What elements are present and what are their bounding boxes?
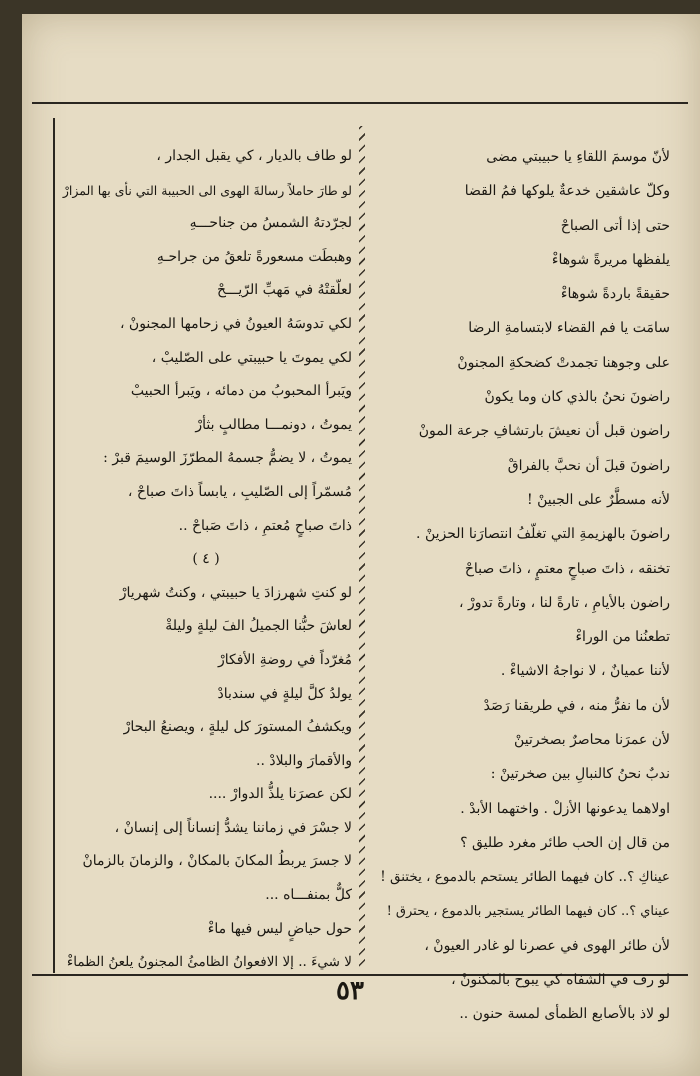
- poem-line: لأن عمرَنا محاصرٌ بصخرتينْ: [514, 732, 670, 749]
- poem-line: لو رف في الشفاه كي يبوح بالمكنونْ ،: [451, 972, 670, 989]
- poem-line: لكي تدوسَهُ العيونُ في زحامها المجنونْ ،: [119, 315, 352, 332]
- poem-line: يموتُ ، دونمـــا مطالبٍ بثأرْ: [195, 416, 352, 433]
- poem-line: حقيقةً باردةً شوهاءْ: [560, 286, 670, 303]
- poem-line: من قال إن الحب طائر مغرد طليق ؟: [460, 834, 670, 851]
- poem-line: لا جسْرَ في زماننا يشدُّ إنساناً إلى إنسانْ ،: [114, 819, 352, 836]
- poem-line: راضونَ نحنُ بالذي كان وما يكونْ: [484, 389, 670, 406]
- poem-line: لأنه مسطَّرٌ على الجبينْ !: [527, 491, 670, 508]
- poem-line: عيناي ؟.. كان فيهما الطائر يستجير بالدموع ، يحترق !: [386, 903, 670, 919]
- poem-line: حول حياضٍ ليس فيها ماءْ: [207, 920, 352, 937]
- poem-line: والأقمارَ والبلادْ ..: [256, 752, 352, 769]
- poem-line: لا شيءَ .. إلا الافعوانُ الظامئُ المجنونُ يلعنُ الظماءْ: [66, 954, 352, 971]
- poem-line: على وجوهنا تجمدتْ كضحكةِ المجنونْ: [457, 354, 670, 371]
- poem-line: وهبطَت مسعورةً تلعقُ من جراحـهِ: [156, 248, 352, 265]
- poem-line: راضون قبل أن نعيشَ بارتشافِ جرعة المونْ: [418, 423, 670, 440]
- poem-line: راضونَ بالهزيمةِ التي تغلّفُ انتصارَنا الحزينْ .: [416, 526, 670, 543]
- poem-line: ويكشفُ المستورَ كل ليلةٍ ، ويصنعُ البحارْ: [123, 719, 352, 736]
- page-number: ٥٣: [336, 976, 364, 1006]
- poem-line: لأننا عميانٌ ، لا نواجهُ الاشياءْ .: [500, 663, 670, 680]
- poem-line: لأن طائر الهوى في عصرنا لو غادر العيونْ ،: [424, 937, 670, 954]
- right-column: [378, 140, 670, 1032]
- poem-line: مُسمّراً إلى الصّليبِ ، يابساً ذاتَ صباحْ ،: [127, 483, 352, 500]
- poem-line: مُغرّداً في روضةِ الأفكارْ: [217, 651, 352, 668]
- poem-line: يولدُ كلَّ ليلةٍ في سندبادْ: [217, 685, 352, 702]
- poem-line: راضون بالأيامِ ، تارةً لنا ، وتارةً تدورْ ،: [459, 594, 670, 611]
- poem-line: سامَت يا فم القضاء لابتسامةِ الرضا: [468, 320, 670, 337]
- poem-line: تخنقه ، ذاتَ صباحٍ معتمٍ ، ذاتَ صباحْ: [464, 560, 670, 577]
- column-divider: [355, 126, 369, 968]
- poem-line: كلٌّ بمنفـــاه ...: [265, 887, 352, 904]
- poem-line: حتى إذا أتى الصباحْ: [560, 217, 670, 234]
- poem-line: وكلّ عاشقين خدعةٌ يلوكها فمُ القضا: [464, 183, 670, 200]
- poem-line: لأنّ موسمَ اللقاءِ يا حبيبتي مضى: [486, 149, 670, 165]
- frame-left-rule: [53, 118, 55, 973]
- poem-line: لو طارَ حاملاً رسالةَ الهوى الى الحبيبة التي نأى بها المزارْ: [62, 182, 352, 198]
- poem-line: لو لاذ بالأصابع الظمأى لمسة حنون ..: [459, 1006, 670, 1023]
- poem-line: يموتُ ، لا يضمُّ جسمهُ المطرّزَ الوسيمَ قبرْ :: [103, 450, 352, 467]
- left-column: [60, 140, 352, 980]
- poem-line: لا جسرَ يربطُ المكانَ بالمكانْ ، والزمانَ بالزمانْ: [82, 853, 352, 870]
- poem-line: تطعنُنا من الوراءْ: [575, 629, 670, 646]
- poem-line: لجرّدتهُ الشمسُ من جناحـــهِ: [189, 215, 352, 232]
- poem-line: لكي يموتَ يا حبيبتي على الصّليبْ ،: [151, 349, 352, 366]
- poem-line: لعاشَ حبُّنا الجميلُ الفَ ليلةٍ وليلةْ: [165, 618, 352, 635]
- poem-line: ذاتَ صباحٍ مُعتمِ ، ذاتَ صَباحْ ..: [178, 517, 352, 534]
- poem-line: راضونَ قبلَ أن نحبَّ بالفراقْ: [507, 457, 670, 474]
- poem-line: ( ٤ ): [192, 551, 220, 568]
- poem-line: لو كنتِ شهرزادَ يا حبيبتي ، وكنتُ شهريارْ: [119, 584, 352, 601]
- poem-line: ويَبرأ المحبوبُ من دمائه ، ويَبرأ الحبيبْ: [130, 383, 352, 400]
- poem-line: ندبٌ نحنُ كالنبالِ بين صخرتينْ :: [490, 766, 670, 783]
- poem-line: اولاهما يدعونها الأزلْ . واختهما الأبدْ .: [460, 800, 670, 817]
- poem-line: يلفظها مريرةً شوهاءْ: [551, 251, 670, 268]
- poem-line: عيناكِ ؟.. كان فيهما الطائر يستحم بالدموع ، يختنق !: [380, 869, 670, 886]
- poem-line: لكن عصرَنا يلذُّ الدوارْ ....: [208, 786, 352, 803]
- poem-line: لأن ما نفرُّ منه ، في طريقنا رَصَدْ: [483, 697, 670, 714]
- poem-line: لعلّقتْهُ في مَهبِّ الرّيـــحْ: [217, 282, 352, 299]
- poem-line: لو طاف بالديار ، كي يقبل الجدار ،: [156, 148, 352, 164]
